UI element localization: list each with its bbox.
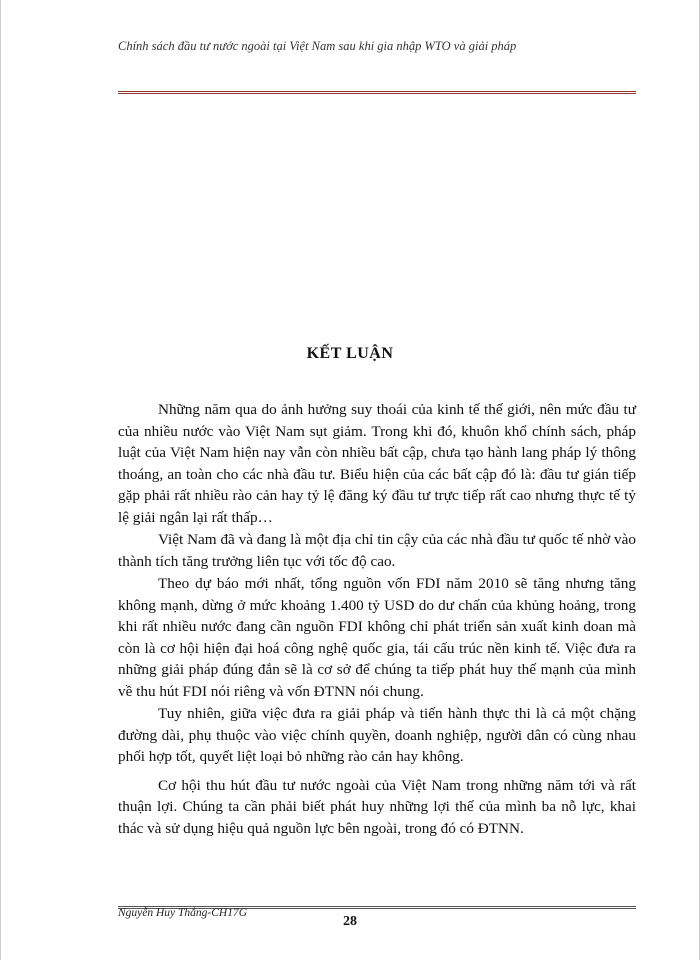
footer-author: Nguyễn Huy Thắng-CH17G [118, 907, 248, 919]
header-rule [118, 91, 636, 94]
page-number: 28 [343, 914, 357, 929]
body-text [118, 399, 636, 839]
paragraph: Cơ hội thu hút đầu tư nước ngoài của Việt Nam trong những năm tới và rất thuận lợi. Chúng ta cần phải biết phát huy những lợi thế của mình ba nỗ lực, khai thác và sử dụng hiệu quả nguồn lực bên ngoài, trong đó có ĐTNN. [118, 776, 636, 837]
paragraph: Tuy nhiên, giữa việc đưa ra giải pháp và tiến hành thực thi là cả một chặng đường dài, phụ thuộc vào việc chính quyền, doanh nghiệp, người dân có cùng nhau phối hợp tốt, quyết liệt loại bỏ những rào cản hay không. [118, 705, 636, 765]
running-header: Chính sách đầu tư nước ngoài tại Việt Nam sau khi gia nhập WTO và giải pháp [118, 39, 517, 53]
section-title: KẾT LUẬN [306, 345, 394, 362]
paragraph: Theo dự báo mới nhất, tổng nguồn vốn FDI năm 2010 sẽ tăng nhưng tăng không mạnh, dừng ở mức khoảng 1.400 tỷ USD do dư chấn của khủng hoảng, trong khi rất nhiều nước đang cần nguồn FDI không chỉ phát triển sản xuất kinh doan mà còn là cơ hội hiện đại hoá công nghệ quốc gia, tái cấu trúc nền kinh tế. Việc đưa ra những giải pháp đúng đắn sẽ là cơ sở để chúng ta tiếp phát huy thế mạnh của mình về thu hút FDI nói riêng và vốn ĐTNN nói chung. [118, 575, 636, 700]
paragraph: Việt Nam đã và đang là một địa chỉ tin cậy của các nhà đầu tư quốc tế nhờ vào thành tích tăng trưởng liên tục với tốc độ cao. [118, 531, 636, 570]
paragraph: Những năm qua do ảnh hưởng suy thoái của kinh tế thế giới, nên mức đầu tư của nhiều nước vào Việt Nam sụt giảm. Trong khi đó, khuôn khổ chính sách, pháp luật của Việt Nam hiện nay vẫn còn nhiều bất cập, chưa tạo hành lang pháp lý thông thoáng, an toàn cho các nhà đầu tư. Biểu hiện của các bất cập đó là: đầu tư gián tiếp gặp phải rất nhiều rào cản hay tỷ lệ đăng ký đầu tư trực tiếp rất cao nhưng thực tế tỷ lệ giải ngân lại rất thấp… [118, 401, 636, 526]
